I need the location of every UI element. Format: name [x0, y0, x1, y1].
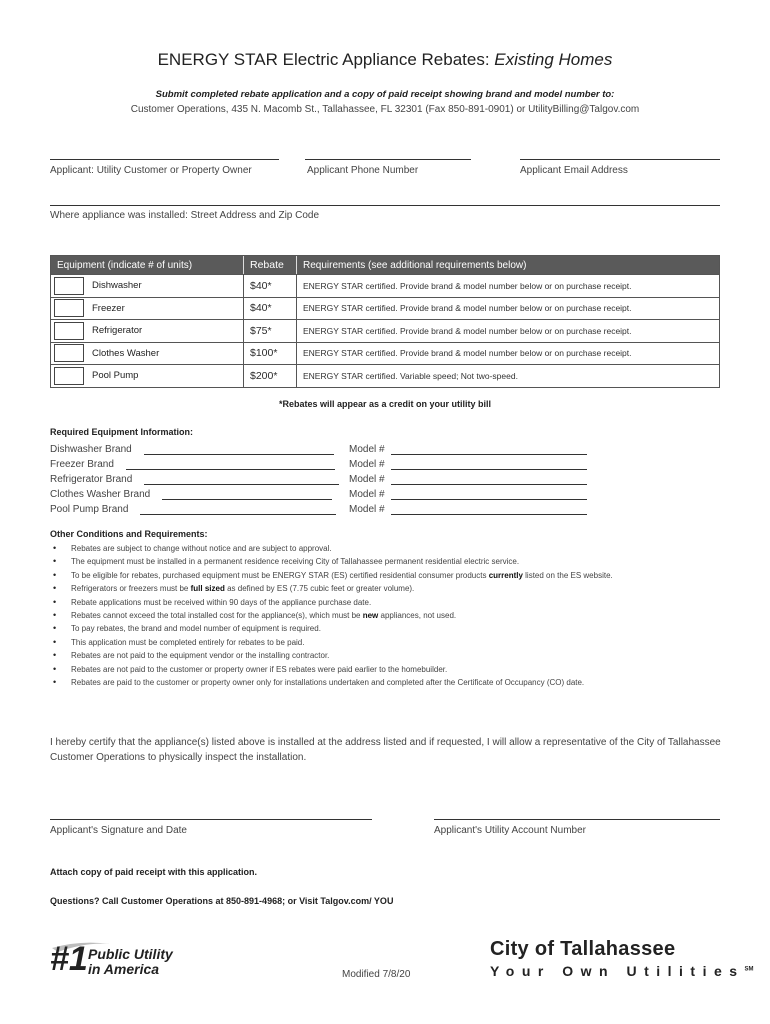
applicant-name-line[interactable]	[50, 159, 279, 160]
rebate-amount: $75*	[244, 320, 297, 342]
brand-row-pool-pump	[50, 500, 336, 515]
logo-number: #1	[50, 940, 88, 978]
modified-date: Modified 7/8/20	[342, 969, 411, 980]
list-item: • Rebate applications must be received within 90 days of the appliance purchase date.	[50, 596, 730, 609]
list-item: • This application must be completed entirely for rebates to be paid.	[50, 636, 730, 649]
model-field[interactable]	[391, 491, 587, 500]
brand-field[interactable]	[144, 476, 339, 485]
install-address-label: Where appliance was installed: Street Address and Zip Code	[50, 210, 320, 221]
city-name: City of Tallahassee	[490, 938, 676, 960]
form-subtitle: Submit completed rebate application and a copy of paid receipt showing brand and model number to:	[155, 89, 615, 100]
title-italic: Existing Homes	[494, 50, 613, 69]
units-input-clothes-washer[interactable]	[54, 344, 84, 362]
applicant-email-line[interactable]	[520, 159, 720, 160]
brand-row-refrigerator	[50, 470, 339, 485]
table-row	[51, 274, 719, 297]
units-input-refrigerator[interactable]	[54, 322, 84, 340]
brand-row-clothes-washer	[50, 485, 332, 500]
bullet: •	[53, 636, 57, 647]
account-number-label: Applicant's Utility Account Number	[434, 825, 586, 836]
units-input-pool-pump[interactable]	[54, 367, 84, 385]
brand-row-dishwasher	[50, 440, 334, 455]
header-requirements: Requirements (see additional requirements below)	[303, 259, 527, 271]
model-label: Model #	[349, 459, 385, 470]
bullet: •	[53, 556, 57, 567]
list-item: • The equipment must be installed in a permanent residence receiving City of Tallahassee permanent residential electric service.	[50, 555, 730, 568]
list-item: • Rebates are not paid to the customer or property owner if ES rebates were paid earlier to the homebuilder.	[50, 663, 730, 676]
model-field[interactable]	[391, 476, 587, 485]
title-main: ENERGY STAR Electric Appliance Rebates:	[157, 50, 495, 69]
city-logo	[490, 938, 754, 979]
bullet: •	[53, 676, 57, 687]
brand-field[interactable]	[126, 461, 335, 470]
conditions-list	[50, 542, 730, 689]
required-info-title: Required Equipment Information:	[50, 427, 193, 437]
brand-field[interactable]	[140, 506, 336, 515]
tagline-text: Your Own Utilities	[490, 963, 745, 979]
brand-label: Freezer Brand	[50, 459, 114, 470]
equipment-name: Clothes Washer	[92, 347, 160, 359]
questions-contact: Questions? Call Customer Operations at 850-891-4968; or Visit Talgov.com/ YOU	[50, 896, 394, 906]
list-item: • Rebates are subject to change without notice and are subject to approval.	[50, 542, 730, 555]
model-label: Model #	[349, 474, 385, 485]
equipment-name: Pool Pump	[92, 370, 139, 382]
model-row-dishwasher	[349, 440, 587, 455]
logo-line-2: in America	[88, 961, 160, 977]
rebate-amount: $40*	[244, 275, 297, 297]
list-item: • Rebates are not paid to the equipment vendor or the installing contractor.	[50, 649, 730, 662]
header-equipment: Equipment (indicate # of units)	[51, 256, 244, 274]
model-row-freezer	[349, 455, 587, 470]
applicant-name-label: Applicant: Utility Customer or Property Owner	[50, 165, 252, 176]
bullet: •	[53, 650, 57, 661]
requirement-text: ENERGY STAR certified. Provide brand & model number below or on purchase receipt.	[303, 280, 632, 291]
bullet: •	[53, 583, 57, 594]
rebate-amount: $40*	[244, 298, 297, 320]
brand-field[interactable]	[144, 446, 334, 455]
model-field[interactable]	[391, 446, 587, 455]
rebate-amount: $200*	[244, 365, 297, 387]
list-item: • Rebates cannot exceed the total installed cost for the appliance(s), which must be new appliances, not used.	[50, 609, 730, 622]
logo-line-1: Public Utility	[88, 946, 173, 962]
applicant-email-label: Applicant Email Address	[520, 165, 628, 176]
service-mark: SM	[744, 966, 754, 973]
bullet: •	[53, 596, 57, 607]
account-number-line[interactable]	[434, 819, 720, 820]
requirement-text: ENERGY STAR certified. Provide brand & model number below or on purchase receipt.	[303, 303, 632, 314]
model-label: Model #	[349, 489, 385, 500]
city-tagline	[490, 963, 754, 979]
conditions-title: Other Conditions and Requirements:	[50, 529, 208, 539]
model-row-clothes-washer	[349, 485, 587, 500]
equipment-name: Dishwasher	[92, 280, 142, 292]
table-row	[51, 342, 719, 365]
brand-row-freezer	[50, 455, 335, 470]
rebate-credit-note: *Rebates will appear as a credit on your utility bill	[278, 399, 492, 409]
brand-label: Clothes Washer Brand	[50, 489, 151, 500]
bullet: •	[53, 623, 57, 634]
brand-label: Dishwasher Brand	[50, 444, 132, 455]
model-row-pool-pump	[349, 500, 587, 515]
equipment-name: Refrigerator	[92, 325, 143, 337]
list-item: • To be eligible for rebates, purchased equipment must be ENERGY STAR (ES) certified residential consumer products currently listed on the ES website.	[50, 569, 730, 582]
rebate-amount: $100*	[244, 343, 297, 365]
model-label: Model #	[349, 504, 385, 515]
requirement-text: ENERGY STAR certified. Provide brand & model number below or on purchase receipt.	[303, 325, 632, 336]
public-utility-logo	[50, 938, 180, 984]
bullet: •	[53, 663, 57, 674]
applicant-phone-label: Applicant Phone Number	[307, 165, 419, 176]
brand-field[interactable]	[162, 491, 332, 500]
signature-line[interactable]	[50, 819, 372, 820]
brand-label: Refrigerator Brand	[50, 474, 133, 485]
header-rebate: Rebate	[244, 256, 297, 274]
table-row	[51, 319, 719, 342]
model-field[interactable]	[391, 461, 587, 470]
attach-receipt-note: Attach copy of paid receipt with this application.	[50, 867, 258, 877]
equipment-table	[50, 255, 720, 388]
equipment-name: Freezer	[92, 302, 125, 314]
table-row	[51, 297, 719, 320]
requirement-text: ENERGY STAR certified. Variable speed; Not two-speed.	[303, 370, 518, 381]
requirement-text: ENERGY STAR certified. Provide brand & model number below or on purchase receipt.	[303, 348, 632, 359]
table-row	[51, 364, 719, 387]
applicant-phone-line[interactable]	[305, 159, 471, 160]
list-item: • Refrigerators or freezers must be full sized as defined by ES (7.75 cubic feet or greater volume).	[50, 582, 730, 595]
bullet: •	[53, 609, 57, 620]
form-title	[0, 50, 770, 70]
list-item: • To pay rebates, the brand and model number of equipment is required.	[50, 622, 730, 635]
brand-label: Pool Pump Brand	[50, 504, 129, 515]
units-input-dishwasher[interactable]	[54, 277, 84, 295]
equipment-table-header	[51, 256, 719, 274]
model-field[interactable]	[391, 506, 587, 515]
bullet: •	[53, 569, 57, 580]
units-input-freezer[interactable]	[54, 299, 84, 317]
bullet: •	[53, 543, 57, 553]
signature-label: Applicant's Signature and Date	[50, 825, 187, 836]
mailing-address: Customer Operations, 435 N. Macomb St., Tallahassee, FL 32301 (Fax 850-891-0901) or UtilityBilling@Talgov.com	[130, 104, 640, 115]
model-row-refrigerator	[349, 470, 587, 485]
model-label: Model #	[349, 444, 385, 455]
list-item: • Rebates are paid to the customer or property owner only for installations undertaken and completed after the Certificate of Occupancy (CO) date.	[50, 676, 730, 689]
install-address-line[interactable]	[50, 205, 720, 206]
certification-statement: I hereby certify that the appliance(s) listed above is installed at the address listed and if requested, I will allow a representative of the City of Tallahassee Customer Operations to physically inspect the installation.	[50, 737, 721, 763]
